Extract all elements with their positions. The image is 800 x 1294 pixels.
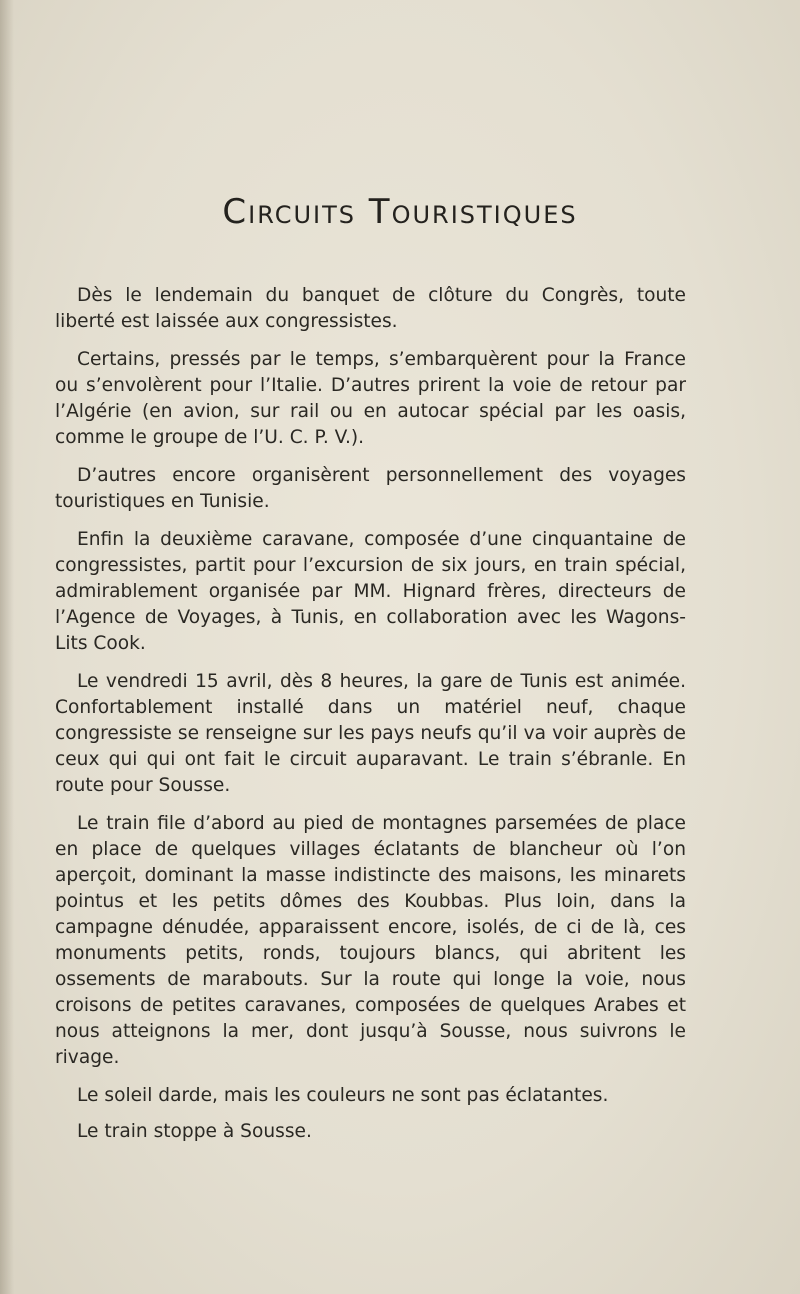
body-text [55,283,686,1155]
paragraph: Certains, pressés par le temps, s’embarquèrent pour la France ou s’envolèrent pour l’Italie. D’autres prirent la voie de retour par l’Algérie (en avion, sur rail ou en autocar spécial par les oasis, comme le groupe de l’U. C. P. V.). [55,349,686,448]
paragraph: Le train stoppe à Sousse. [77,1121,312,1142]
paragraph: Enfin la deuxième caravane, composée d’une cinquantaine de congressistes, partit pour l’excursion de six jours, en train spécial, admirablement organisée par MM. Hignard frères, directeurs de l’Agence de Voyages, à Tunis, en collaboration avec les Wagons-Lits Cook. [55,529,686,654]
paragraph: Le train file d’abord au pied de montagnes parsemées de place en place de quelques villages éclatants de blancheur où l’on aperçoit, dominant la masse indistincte des maisons, les minarets pointus et les petits dômes des Koubbas. Plus loin, dans la campagne dénudée, apparaissent encore, isolés, de ci de là, ces monuments petits, ronds, toujours blancs, qui abritent les ossements de marabouts. Sur la route qui longe la voie, nous croisons de petites caravanes, composées de quelques Arabes et nous atteignons la mer, dont jusqu’à Sousse, nous suivrons le rivage. [55,813,686,1068]
page-title: Circuits Touristiques [222,192,578,232]
paragraph: Dès le lendemain du banquet de clôture du Congrès, toute liberté est laissée aux congressistes. [55,285,686,332]
paragraph: Le soleil darde, mais les couleurs ne sont pas éclatantes. [77,1085,609,1106]
paragraph: D’autres encore organisèrent personnellement des voyages touristiques en Tunisie. [55,465,686,512]
paragraph: Le vendredi 15 avril, dès 8 heures, la gare de Tunis est animée. Confortablement installé dans un matériel neuf, chaque congressiste se renseigne sur les pays neufs qu’il va voir auprès de ceux qui qui ont fait le circuit auparavant. Le train s’ébranle. En route pour Sousse. [55,671,686,796]
